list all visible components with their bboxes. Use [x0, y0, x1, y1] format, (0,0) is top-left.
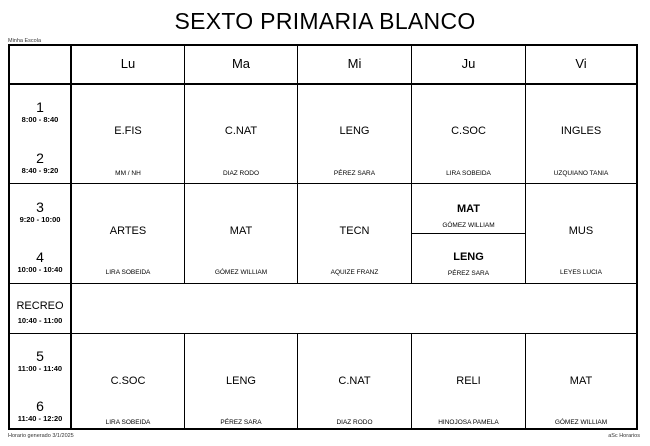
- lesson-subject: LENG: [226, 375, 256, 387]
- lesson-teacher: PÉREZ SARA: [220, 419, 262, 426]
- period-time: 10:40 - 11:00: [17, 316, 63, 325]
- recreo-label: RECREO: [16, 300, 64, 312]
- lesson-teacher: GÓMEZ WILLIAM: [554, 419, 608, 426]
- period-number: 4: [36, 249, 44, 265]
- footer-brand: aSc Horarios: [608, 433, 640, 439]
- lesson-teacher: PÉREZ SARA: [447, 270, 490, 277]
- lesson-teacher: DIAZ RODO: [336, 419, 373, 426]
- period-column-divider: [70, 44, 72, 430]
- period-time: 11:00 - 11:40: [17, 364, 63, 373]
- timetable-grid: [8, 44, 638, 430]
- lesson-subject: ARTES: [109, 225, 147, 237]
- row-divider: [8, 183, 638, 184]
- lesson-subject: E.FIS: [114, 125, 142, 137]
- school-name: Minha Escola: [8, 38, 42, 44]
- period-time: 8:00 - 8:40: [21, 115, 59, 124]
- lesson-subject: MAT: [569, 375, 593, 387]
- lesson-subject: MUS: [568, 225, 594, 237]
- period-time: 9:20 - 10:00: [19, 215, 61, 224]
- header-divider: [8, 83, 638, 85]
- lesson-subject: TECN: [339, 225, 370, 237]
- lesson-subject: C.SOC: [110, 375, 146, 387]
- lesson-teacher: AQUIZE FRANZ: [330, 269, 379, 276]
- border-top: [8, 44, 638, 46]
- period-number: 5: [36, 348, 44, 364]
- period-time: 8:40 - 9:20: [21, 166, 59, 175]
- lesson-teacher: UZQUIANO TANIA: [553, 170, 609, 177]
- day-header-mi: Mi: [347, 56, 362, 71]
- period-4: [10, 249, 70, 274]
- lesson-teacher: GÓMEZ WILLIAM: [214, 269, 268, 276]
- col-divider: [184, 44, 185, 283]
- period-3: [10, 199, 70, 224]
- period-number: 3: [36, 199, 44, 215]
- lesson-teacher: MM / NH: [115, 170, 141, 177]
- lesson-teacher: HINOJOSA PAMELA: [438, 419, 499, 426]
- row-divider: [8, 133, 10, 134]
- page-title: SEXTO PRIMARIA BLANCO: [174, 8, 476, 34]
- lesson-subject: MAT: [229, 225, 253, 237]
- lesson-subject: MAT: [456, 203, 480, 215]
- lesson-teacher: DIAZ RODO: [222, 170, 260, 177]
- period-number: 6: [36, 398, 44, 414]
- footer-generated: Horario generado 3/1/2025: [8, 433, 74, 439]
- day-header-ju: Ju: [461, 56, 476, 71]
- period-1: [10, 99, 70, 124]
- period-5: [10, 348, 70, 373]
- border-right: [636, 44, 638, 430]
- lesson-subject: RELI: [456, 375, 481, 387]
- col-divider: [411, 44, 412, 283]
- period-number: 2: [36, 150, 44, 166]
- lesson-subject: C.NAT: [224, 125, 258, 137]
- row-divider: [8, 333, 638, 334]
- split-divider: [411, 233, 525, 234]
- period-time: 11:40 - 12:20: [17, 414, 63, 423]
- lesson-teacher: LEYES LUCIA: [560, 269, 602, 276]
- day-header-ma: Ma: [231, 56, 251, 71]
- lesson-subject: C.SOC: [451, 125, 486, 137]
- period-2: [10, 150, 70, 175]
- period-6: [10, 398, 70, 423]
- border-bottom: [8, 428, 638, 430]
- lesson-subject: INGLES: [560, 125, 602, 137]
- period-time: 10:00 - 10:40: [17, 265, 63, 274]
- lesson-teacher: GÓMEZ WILLIAM: [442, 222, 495, 229]
- lesson-subject: C.NAT: [338, 375, 371, 387]
- col-divider: [525, 44, 526, 283]
- period-recreo: [10, 300, 70, 325]
- lesson-teacher: LIRA SOBEIDA: [105, 419, 151, 426]
- lesson-subject: LENG: [453, 251, 484, 263]
- day-header-lu: Lu: [120, 56, 136, 71]
- lesson-teacher: LIRA SOBEIDA: [446, 170, 491, 177]
- col-divider: [297, 44, 298, 283]
- period-number: 1: [36, 99, 44, 115]
- lesson-teacher: PÉREZ SARA: [333, 170, 376, 177]
- lesson-subject: LENG: [339, 125, 370, 137]
- row-divider: [8, 283, 638, 284]
- lesson-teacher: LIRA SOBEIDA: [105, 269, 151, 276]
- day-header-vi: Vi: [575, 56, 587, 71]
